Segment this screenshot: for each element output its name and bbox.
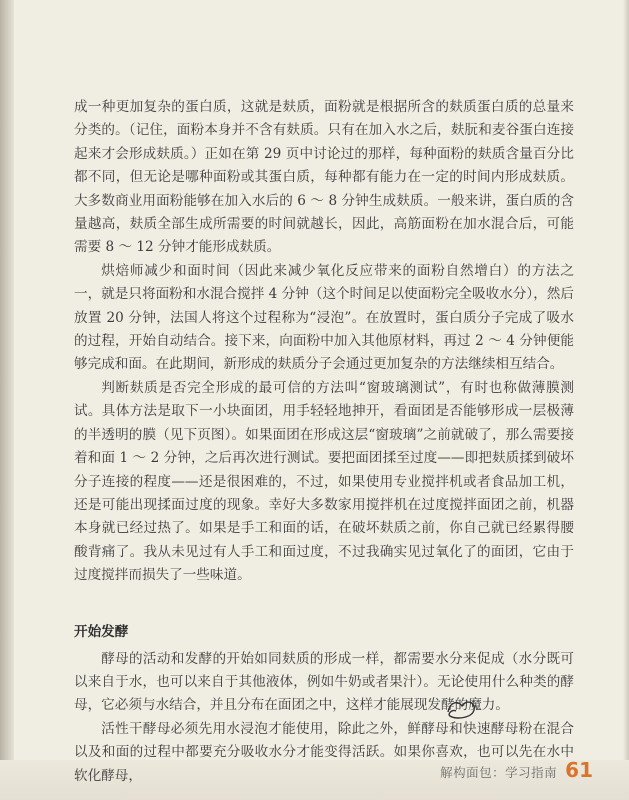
paragraph-autolyse: 烘焙师减少和面时间（因此来减少氧化反应带来的面粉自然增白）的方法之一，就是只将面粉和水混合搅拌 4 分钟（这个时间足以使面粉完全吸收水分），然后放置 20 分钟，法国人将这个过程称为“浸泡”。在放置时，蛋白质分子完成了吸水的过程，开始自动结合。接下来，向面粉中加入其他原材料，再过 2 ～ 4 分钟便能够完成和面。在此期间，新形成的麸质分子会通过更加复杂的方法继续相互结合。 (74, 262, 574, 373)
section-heading-fermentation: 开始发酵 (74, 623, 129, 640)
running-footer-title: 解构面包：学习指南 (440, 765, 558, 780)
pen-scribble-mark (444, 696, 480, 722)
page-footer (440, 758, 593, 782)
page-body (74, 96, 574, 788)
page-right-edge (623, 0, 629, 800)
paragraph-windowpane-test: 判断麸质是否完全形成的最可信的方法叫“窗玻璃测试”，有时也称做薄膜测试。具体方法是取下一小块面团，用手轻轻地抻开，看面团是否能够形成一层极薄的半透明的膜（见下页图）。如果面团在形成这层“窗玻璃”之前就破了，那么需要接着和面 1 ～ 2 分钟，之后再次进行测试。要把面团揉至过度——即把麸质揉到破坏分子连接的程度——还是很困难的，不过，如果使用专业搅拌机或者食品加工机，还是可能出现揉面过度的现象。幸好大多数家用搅拌机在过度搅拌面团之前，机器本身就已经过热了。如果是手工和面的话，在破坏麸质之前，你自己就已经累得腰酸背痛了。我从未见过有人手工和面过度，不过我确实见过氧化了的面团，它由于过度搅拌而损失了一些味道。 (74, 379, 574, 584)
paragraph-gluten-formation: 成一种更加复杂的蛋白质，这就是麸质，面粉就是根据所含的麸质蛋白质的总量来分类的。（记住，面粉本身并不含有麸质。只有在加入水之后，麸朊和麦谷蛋白连接起来才会形成麸质。）正如在第 29 页中讨论过的那样，每种面粉的麸质含量百分比都不同，但无论是哪种面粉或其蛋白质，每种都有能力在一定的时间内形成麸质。大多数商业用面粉能够在加入水后的 6 ～ 8 分钟生成麸质。一般来讲，蛋白质的含量越高，麸质全部生成所需要的时间就越长，因此，高筋面粉在加水混合后，可能需要 8 ～ 12 分钟才能形成麸质。 (74, 99, 574, 256)
page-gutter-shadow (0, 0, 14, 800)
paragraph-yeast-activity: 酵母的活动和发酵的开始如同麸质的形成一样，都需要水分来促成（水分既可以来自于水，也可以来自于其他液体，例如牛奶或者果汁）。无论使用什么种类的酵母，它必须与水结合，并且分布在面团之中，这样才能展现发酵的魔力。 (74, 650, 574, 714)
paragraph-active-dry-yeast: 活性干酵母必须先用水浸泡才能使用，除此之外，鲜酵母和快速酵母粉在混合以及和面的过程中都要充分吸收水分才能变得活跃。如果你喜欢，也可以先在水中软化酵母， (74, 720, 574, 784)
page-number: 61 (565, 758, 593, 782)
